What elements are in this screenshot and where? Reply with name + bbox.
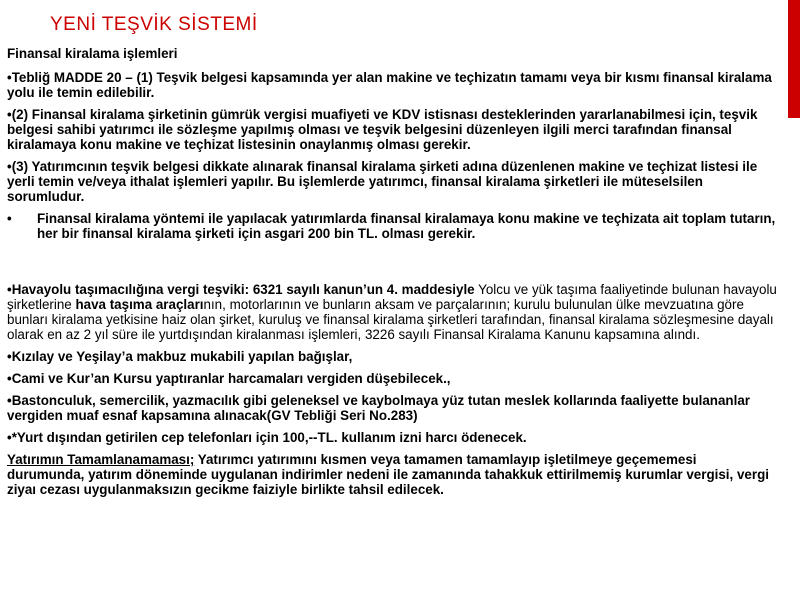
paragraph-madde-20-1: •Tebliğ MADDE 20 – (1) Teşvik belgesi kapsamında yer alan makine ve teçhizatın tamamı veya bir kısmı finansal kiralama yolu ile temin edilebilir. <box>7 70 772 100</box>
paragraph-yatirim-tamamlanamamasi <box>7 452 777 497</box>
slide-body <box>7 46 777 504</box>
accent-bar <box>788 0 800 118</box>
bullet-icon: • <box>7 211 12 226</box>
paragraph-madde-20-2: •(2) Finansal kiralama şirketinin gümrük vergisi muafiyeti ve KDV istisnası desteklerinden yararlanabilmesi için, teşvik belgesi sahibi yatırımcı ile sözleşme yapılmış olması ve teşvik belgesini düzenleyen ilgili merci tarafından finansal kiralamaya konu makine ve teçhizat listesinin onaylanmış olması gerekir. <box>7 107 758 152</box>
havayolu-lead: •Havayolu taşımacılığına vergi teşviki: <box>7 282 250 297</box>
paragraph-havayolu <box>7 282 777 342</box>
yatirim-text: Yatırımcı yatırımını kısmen veya tamamen tamamlayıp işletilmeye geçememesi durumunda, yatırım döneminde uygulanan indirimler nedeni ile zamanında tahakkuk ettirilmemiş kurumlar vergisi, vergi ziyaı cezası uygulanmaksızın gecikme faiziyle birlikte tahsil edilecek. <box>7 452 769 497</box>
havayolu-text-2: nın, motorlarının ve bunların aksam ve parçalarının; kurulu bulunulan ülke mevzuatına göre bunları kiralama yetkisine haiz olan şirket, kuruluş ve finansal kiralama şirketleri tarafından, finansal kiralama sözleşmesine dayalı olarak en az 2 yıl süre ile yurtdışından kiralanması işlemleri, 3226 sayılı Finansal Kiralama Kanunu kapsamına alındı. <box>7 297 774 342</box>
spacer <box>7 248 777 282</box>
paragraph-madde-20-3: •(3) Yatırımcının teşvik belgesi dikkate alınarak finansal kiralama şirketi adına düzenlenen makine ve teçhizat listesi ile yerli temin ve/veya ithalat işlemleri yapılır. Bu işlemlerde yatırımcı, finansal kiralama şirketleri ile müteselsilen sorumludur. <box>7 159 758 204</box>
yatirim-heading: Yatırımın Tamamlanamaması; <box>7 452 195 467</box>
section-heading: Finansal kiralama işlemleri <box>7 46 178 61</box>
paragraph-cep-telefonu: •*Yurt dışından getirilen cep telefonları için 100,--TL. kullanım izni harcı ödenecek. <box>7 430 527 445</box>
havayolu-text-1: Yolcu ve yük taşıma faaliyetinde bulunan havayolu şirketlerine <box>7 282 777 312</box>
paragraph-min-amount-text: Finansal kiralama yöntemi ile yapılacak yatırımlarda finansal kiralamaya konu makine ve teçhizata ait toplam tutarın, her bir finansal kiralama şirketi için asgari 200 bin TL. olması gerekir. <box>37 211 776 241</box>
paragraph-kizilay: •Kızılay ve Yeşilay’a makbuz mukabili yapılan bağışlar, <box>7 349 353 364</box>
paragraph-min-amount <box>7 211 777 241</box>
paragraph-cami: •Cami ve Kur’an Kursu yaptıranlar harcamaları vergiden düşebilecek., <box>7 371 451 386</box>
havayolu-law: 6321 sayılı kanun’un 4. maddesiyle <box>249 282 475 297</box>
paragraph-bastonculuk: •Bastonculuk, semercilik, yazmacılık gibi geleneksel ve kaybolmaya yüz tutan meslek kollarında faaliyette bulananlar vergiden muaf esnaf kapsamına alınacak(GV Tebliği Seri No.283) <box>7 393 750 423</box>
slide-title: YENİ TEŞVİK SİSTEMİ <box>50 14 258 35</box>
havayolu-bold: hava taşıma araçları <box>75 297 204 312</box>
